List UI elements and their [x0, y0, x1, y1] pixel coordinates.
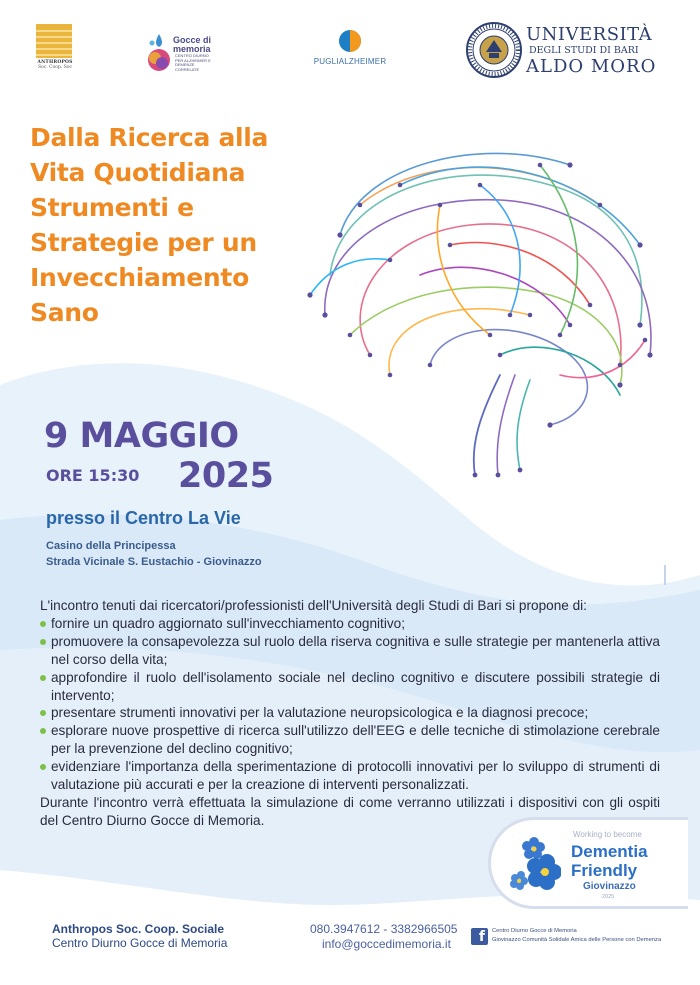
list-item-text: approfondire il ruolo dell'isolamento sociale nel declino cognitivo e discutere possibili strategie di intervento; — [51, 669, 660, 703]
bullet-dot-icon — [40, 728, 46, 734]
badge-dementia-text: Dementia — [571, 842, 648, 861]
facebook-page-name: Centro Diurno Gocce di Memoria — [492, 928, 577, 934]
facebook-icon[interactable]: f — [471, 928, 488, 945]
footer-phone[interactable]: 080.3947612 - 3382966505 — [310, 922, 458, 936]
puglialzheimer-mark-icon — [339, 30, 361, 52]
heads-drops-icon — [145, 30, 173, 76]
title-line: Strumenti e — [30, 193, 194, 222]
list-item — [40, 615, 660, 633]
dementia-friendly-badge — [488, 817, 688, 909]
description-closing: Durante l'incontro verrà effettuata la simulazione di come verranno utilizzati i dispositivi con gli ospiti del Centro Diurno Gocce di Memoria. — [40, 794, 660, 828]
title-line: Dalla Ricerca alla — [30, 123, 269, 152]
anthropos-name: ANTHROPOS — [37, 60, 73, 65]
puglialzheimer-name: PUGLIALZHEIMER — [313, 57, 387, 66]
badge-friendly-text: Friendly — [571, 861, 638, 880]
badge-year: 2025 — [602, 894, 615, 900]
university-aldo-moro: ALDO MORO — [526, 56, 657, 77]
list-item — [40, 669, 660, 705]
title-line: Vita Quotidiana — [30, 158, 246, 187]
title-line: Invecchiamento — [30, 263, 249, 292]
list-item-text: promuovere la consapevolezza sul ruolo della riserva cognitiva e sulle strategie per mantenerla attiva nel corso della vita; — [51, 633, 660, 667]
uniba-logo — [466, 22, 666, 80]
list-item-text: fornire un quadro aggiornato sull'invecchiamento cognitivo; — [51, 615, 405, 631]
university-seal-icon — [466, 22, 522, 78]
puglialzheimer-logo — [300, 30, 400, 66]
list-item — [40, 633, 660, 669]
university-subname: DEGLI STUDI DI BARI — [529, 45, 639, 56]
bullet-dot-icon — [40, 710, 46, 716]
gocce-title: Gocce di memoria — [173, 35, 212, 54]
description-intro: L'incontro tenuti dai ricercatori/professionisti dell'Università degli Studi di Bari si propone di: — [40, 598, 587, 613]
event-venue: presso il Centro La Vie — [46, 508, 241, 528]
venue-address-line1: Casino della Principessa — [46, 540, 176, 552]
title-line: Strategie per un — [30, 228, 257, 257]
bullet-dot-icon — [40, 764, 46, 770]
event-date: 9 MAGGIO — [44, 416, 239, 456]
title-line: Sano — [30, 298, 99, 327]
list-item-text: evidenziare l'importanza della sperimentazione di protocolli innovativi per lo sviluppo di strumenti di valutazione più accurati e per la creazione di interventi personalizzati. — [51, 759, 660, 793]
side-credit-mark — [662, 565, 668, 585]
university-name: UNIVERSITÀ — [526, 24, 653, 45]
facebook-page-tagline: Giovinazzo Comunità Solidale Amica delle Persone con Demenza — [492, 937, 662, 943]
gocce-di-memoria-logo — [145, 30, 235, 76]
list-item — [40, 704, 660, 722]
list-item — [40, 758, 660, 794]
bullet-dot-icon — [40, 675, 46, 681]
event-description — [40, 597, 660, 830]
anthropos-mark-icon — [36, 24, 72, 58]
objectives-list — [40, 615, 660, 794]
footer-organization: Anthropos Soc. Coop. Sociale — [52, 922, 225, 936]
list-item — [40, 722, 660, 758]
anthropos-subname: Soc. Coop. Soc — [37, 65, 73, 70]
event-time: ORE 15:30 — [46, 466, 140, 485]
gocce-subtitle: CENTRO DIURNO PER ALZHEIMER E DEMENZE CORRELATE — [175, 53, 211, 72]
footer-email[interactable]: info@goccedimemoria.it — [322, 937, 451, 951]
anthropos-logo — [36, 24, 74, 70]
footer-center: Centro Diurno Gocce di Memoria — [52, 936, 228, 950]
bullet-dot-icon — [40, 639, 46, 645]
brain-illustration — [300, 125, 680, 485]
badge-working-text: Working to become — [573, 830, 642, 839]
bullet-dot-icon — [40, 621, 46, 627]
forget-me-not-icon — [507, 834, 561, 894]
venue-address-line2: Strada Vicinale S. Eustachio - Giovinazzo — [46, 556, 262, 568]
list-item-text: presentare strumenti innovativi per la valutazione neuropsicologica e la diagnosi precoce; — [51, 705, 589, 721]
list-item-text: esplorare nuove prospettive di ricerca sull'utilizzo dell'EEG e delle tecniche di stimolazione cerebrale per la prevenzione del declino cognitivo; — [51, 723, 660, 757]
badge-place: Giovinazzo — [583, 881, 636, 892]
event-year: 2025 — [178, 456, 274, 496]
